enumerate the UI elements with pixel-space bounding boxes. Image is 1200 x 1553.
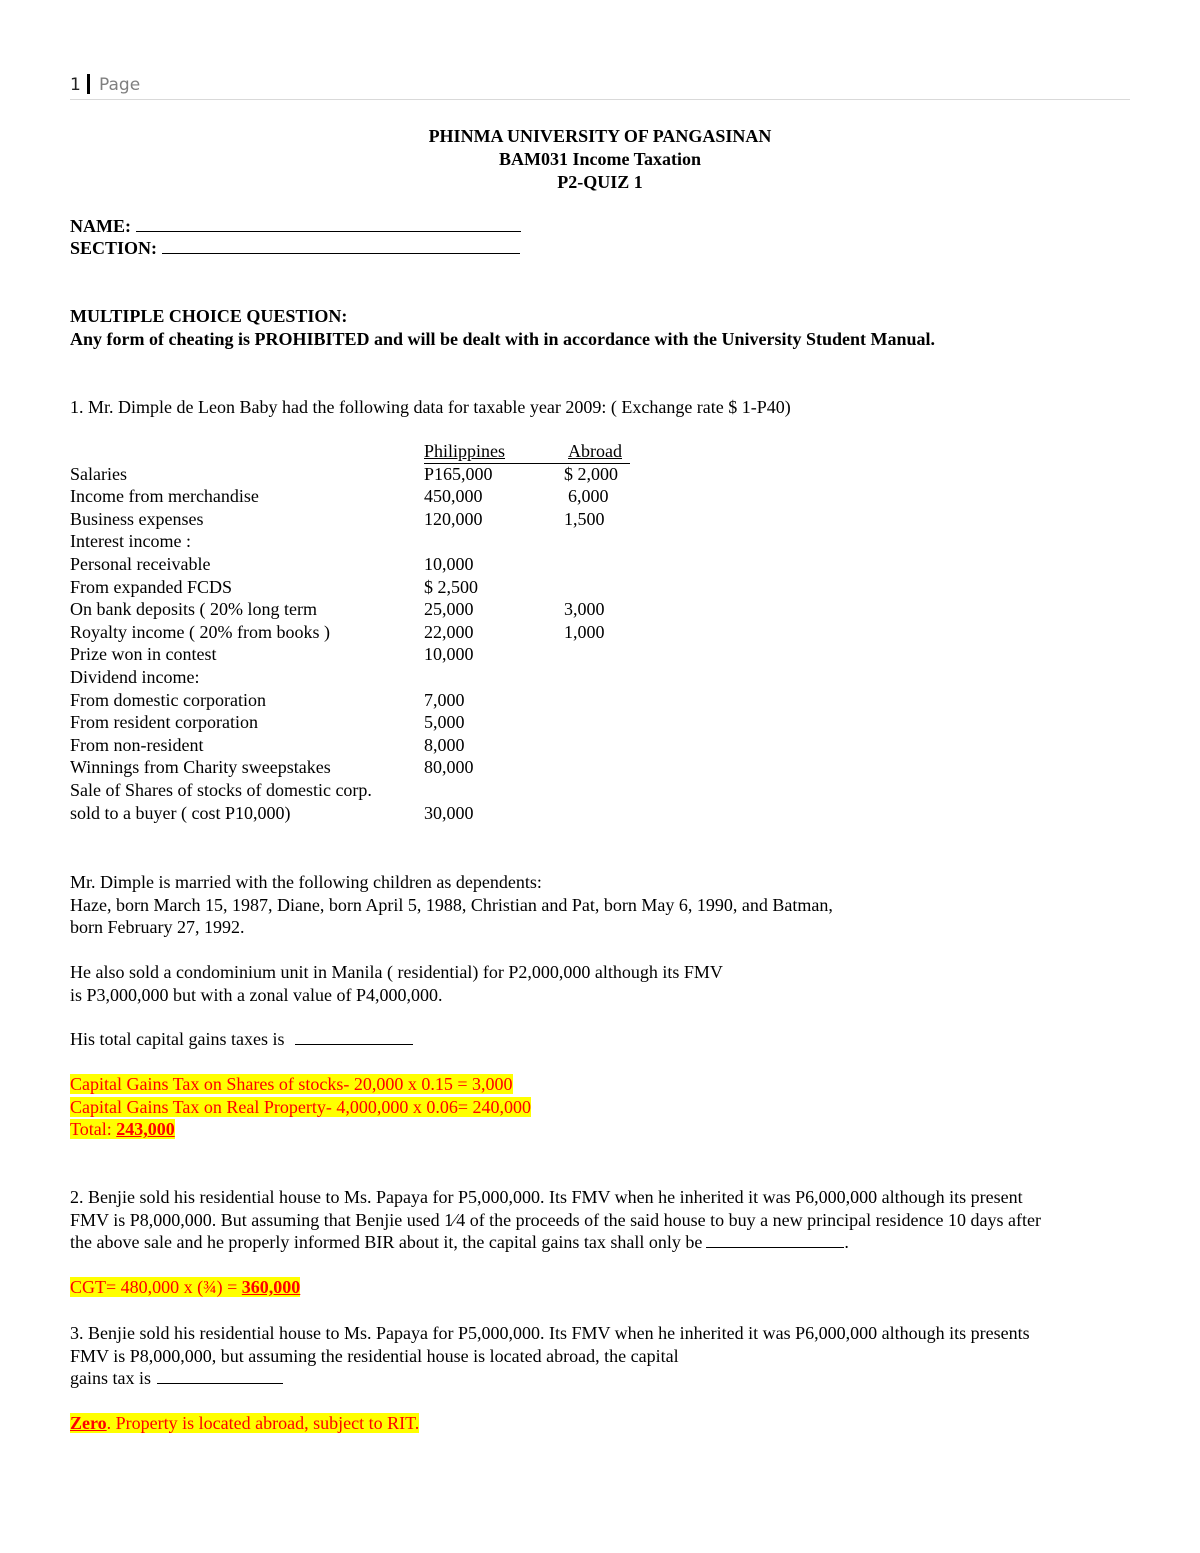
dependents-line: born February 27, 1992. <box>70 917 245 938</box>
q3-answer-box <box>70 1413 419 1433</box>
row-label: Income from merchandise <box>70 486 259 507</box>
row-ph: 5,000 <box>424 712 465 733</box>
row-label: Dividend income: <box>70 666 200 687</box>
q3-line-3 <box>70 1367 1030 1390</box>
q1-intro: 1. Mr. Dimple de Leon Baby had the following data for taxable year 2009: ( Exchange rate $ 1-P40) <box>70 397 791 417</box>
condo-line: He also sold a condominium unit in Manila ( residential) for P2,000,000 although its FMV <box>70 962 723 982</box>
row-label: Personal receivable <box>70 553 211 574</box>
q2-answer-blank <box>706 1246 844 1248</box>
q2-answer-box <box>70 1277 300 1297</box>
section-blank <box>162 252 520 254</box>
q1-condo <box>70 961 723 1006</box>
q2-line-3 <box>70 1231 1041 1254</box>
q3-answer-rest: . Property is located abroad, subject to RIT. <box>106 1413 420 1433</box>
page-number: 1 <box>70 75 81 95</box>
row-ph: 22,000 <box>424 621 474 642</box>
q1-answer-total <box>70 1119 175 1139</box>
university-title: PHINMA UNIVERSITY OF PANGASINAN <box>428 126 772 146</box>
row-ph: 10,000 <box>424 553 474 574</box>
row-label: From non-resident <box>70 734 204 755</box>
q1-answer-line: Capital Gains Tax on Shares of stocks- 20,000 x 0.15 = 3,000 <box>70 1074 513 1094</box>
row-ph: P165,000 <box>424 463 493 484</box>
cheating-warning: Any form of cheating is PROHIBITED and will be dealt with in accordance with the University Student Manual. <box>70 329 936 349</box>
q2-line3-text: the above sale and he properly informed BIR about it, the capital gains tax shall only be <box>70 1232 703 1253</box>
row-ab: 3,000 <box>564 599 605 620</box>
row-ph: 80,000 <box>424 757 474 778</box>
row-label: From expanded FCDS <box>70 576 232 597</box>
row-label: sold to a buyer ( cost P10,000) <box>70 802 291 823</box>
row-label: Sale of Shares of stocks of domestic corp. <box>70 779 372 800</box>
row-ab: $ 2,000 <box>564 463 618 484</box>
q3-answer-value: Zero <box>70 1413 107 1433</box>
q3-line3-text: gains tax is <box>70 1368 151 1389</box>
row-ab: 6,000 <box>568 486 609 507</box>
q3-answer <box>70 1412 419 1435</box>
row-ph: 30,000 <box>424 802 474 823</box>
row-ph: 7,000 <box>424 689 465 710</box>
row-ph: 25,000 <box>424 599 474 620</box>
row-label: Royalty income ( 20% from books ) <box>70 621 330 642</box>
row-label: Prize won in contest <box>70 644 217 665</box>
row-ph: 10,000 <box>424 644 474 665</box>
q3-line: 3. Benjie sold his residential house to Ms. Papaya for P5,000,000. Its FMV when he inherited it was P6,000,000 although its presents <box>70 1323 1030 1343</box>
row-label: From resident corporation <box>70 712 258 733</box>
col-abroad: Abroad <box>568 441 622 461</box>
q1-question <box>70 1028 413 1051</box>
page-header <box>70 72 1130 100</box>
name-field <box>70 216 521 237</box>
row-label: Business expenses <box>70 508 204 529</box>
q1-answer-blank <box>295 1043 413 1045</box>
row-label: On bank deposits ( 20% long term <box>70 599 317 620</box>
row-ph: 8,000 <box>424 734 465 755</box>
row-ph: 120,000 <box>424 508 483 529</box>
total-label: Total: <box>70 1119 112 1140</box>
row-ph: 450,000 <box>424 486 483 507</box>
row-label: From domestic corporation <box>70 689 266 710</box>
q3-answer-blank <box>157 1382 283 1384</box>
name-blank <box>136 230 521 232</box>
q1-answer-line: Capital Gains Tax on Real Property- 4,000,000 x 0.06= 240,000 <box>70 1096 532 1117</box>
q2-answer-value: 360,000 <box>241 1277 301 1297</box>
row-label: Winnings from Charity sweepstakes <box>70 757 331 778</box>
quiz-title: P2-QUIZ 1 <box>557 172 643 192</box>
q1-question-text: His total capital gains taxes is <box>70 1029 285 1049</box>
row-label: Salaries <box>70 463 127 484</box>
section-label: SECTION: <box>70 238 158 258</box>
dependents-line: Haze, born March 15, 1987, Diane, born April 5, 1988, Christian and Pat, born May 6, 1990, and Batman, <box>70 894 833 915</box>
header-divider <box>87 74 90 94</box>
total-value: 243,000 <box>116 1119 175 1140</box>
q1-dependents <box>70 871 833 939</box>
q2-line3-end: . <box>844 1232 849 1253</box>
dependents-line: Mr. Dimple is married with the following children as dependents: <box>70 872 542 892</box>
q1-answer <box>70 1073 531 1141</box>
q3-line: FMV is P8,000,000, but assuming the residential house is located abroad, the capital <box>70 1345 679 1366</box>
condo-line: is P3,000,000 but with a zonal value of P4,000,000. <box>70 984 443 1005</box>
q2-line: FMV is P8,000,000. But assuming that Benjie used 1⁄4 of the proceeds of the said house to buy a new principal residence 10 days after <box>70 1209 1041 1230</box>
q2-line: 2. Benjie sold his residential house to Ms. Papaya for P5,000,000. Its FMV when he inherited it was P6,000,000 although its present <box>70 1187 1023 1207</box>
name-label: NAME: <box>70 216 131 236</box>
course-title: BAM031 Income Taxation <box>498 149 702 169</box>
q3-question <box>70 1322 1030 1390</box>
row-ph: $ 2,500 <box>424 576 478 597</box>
instructions-heading: MULTIPLE CHOICE QUESTION: <box>70 306 348 326</box>
row-ab: 1,500 <box>564 508 605 529</box>
q2-answer <box>70 1276 300 1299</box>
section-field <box>70 238 520 259</box>
row-ab: 1,000 <box>564 621 605 642</box>
row-label: Interest income : <box>70 531 191 552</box>
page-label: Page <box>99 75 141 95</box>
col-philippines: Philippines <box>424 441 506 461</box>
q2-answer-prefix: CGT= 480,000 x (¾) = <box>70 1277 238 1297</box>
q2-question <box>70 1186 1041 1254</box>
